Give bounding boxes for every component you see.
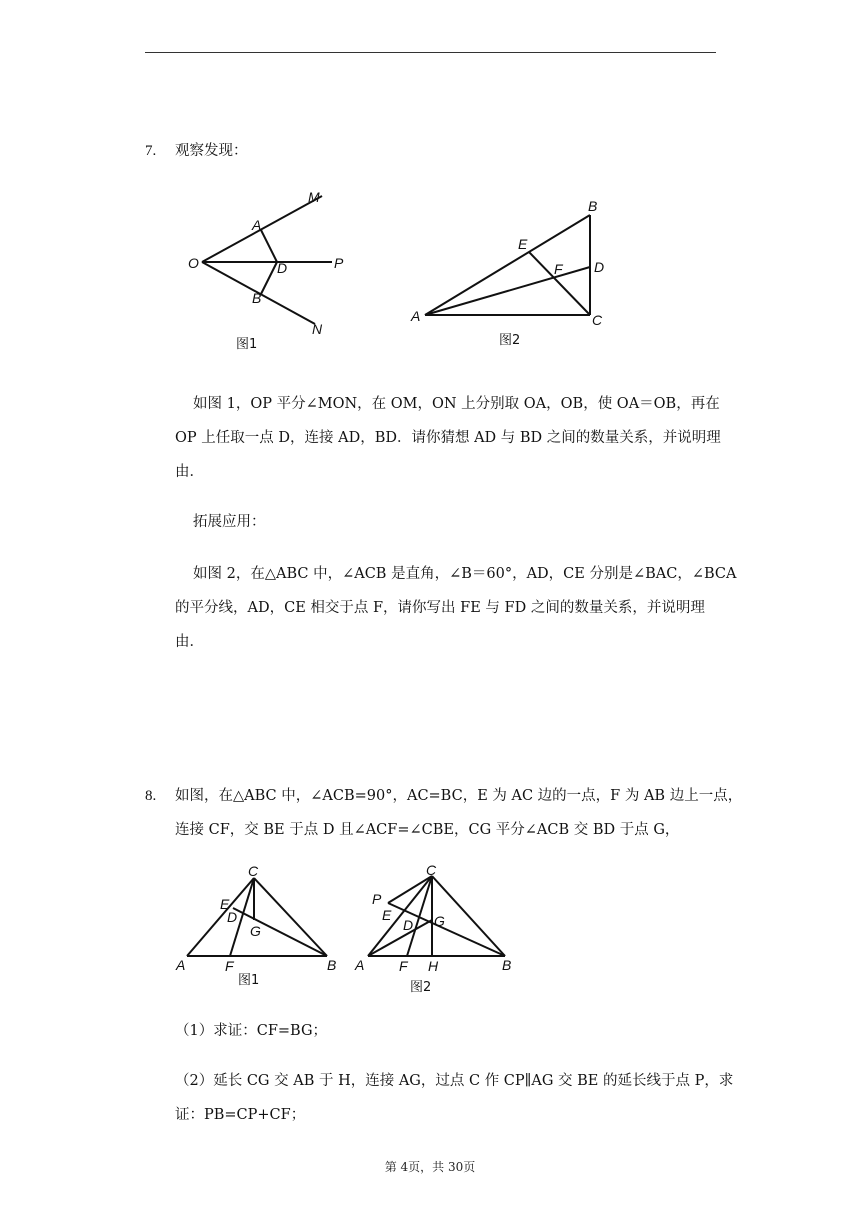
q7-paragraph-2-line-2: 的平分线，AD，CE 相交于点 F，请你写出 FE 与 FD 之间的数量关系，并说明理	[175, 600, 705, 616]
label-d: D	[403, 917, 414, 933]
segment-ac	[368, 876, 432, 956]
page-footer: 第 4页，共 30页	[384, 1160, 476, 1174]
label-m: M	[308, 189, 320, 205]
label-g: G	[434, 913, 445, 929]
label-a: A	[252, 217, 262, 233]
question-8-number: 8.	[145, 788, 157, 804]
q7-paragraph-2-line-3: 由．	[175, 634, 204, 650]
q7-subtitle: 拓展应用：	[193, 514, 266, 530]
label-a: A	[411, 308, 421, 324]
question-7-title: 观察发现：	[175, 143, 248, 159]
q8-figure-1	[170, 858, 350, 993]
label-c: C	[592, 312, 603, 328]
q8-part-2-line-1: （2）延长 CG 交 AB 于 H，连接 AG，过点 C 作 CP∥AG 交 BE 的延长线于点 P，求	[175, 1073, 734, 1089]
q7-figure-1	[180, 182, 360, 357]
figure-1-caption: 图1	[236, 337, 258, 352]
label-e: E	[220, 896, 230, 912]
label-o: O	[188, 255, 199, 271]
question-7-number: 7.	[145, 143, 157, 159]
figure-2-caption: 图2	[499, 333, 521, 348]
label-b: B	[502, 957, 512, 973]
segment-ac	[187, 878, 254, 956]
q8-line-2: 连接 CF，交 BE 于点 D 且∠ACF=∠CBE，CG 平分∠ACB 交 BD 于点 G，	[175, 822, 680, 838]
label-d: D	[277, 260, 288, 276]
q7-paragraph-2-line-1: 如图 2，在△ABC 中，∠ACB 是直角，∠B＝60°，AD，CE 分别是∠BAC，∠BCA	[193, 566, 737, 582]
label-c: C	[248, 863, 259, 879]
label-f: F	[554, 261, 563, 277]
label-p: P	[372, 891, 382, 907]
q8-part-2-line-2: 证：PB=CP+CF；	[175, 1107, 306, 1123]
header-rule	[145, 52, 716, 53]
label-g: G	[250, 923, 261, 939]
label-b: B	[252, 290, 262, 306]
q8-figure-2	[350, 858, 525, 998]
q7-paragraph-1-line-1: 如图 1，OP 平分∠MON，在 OM，ON 上分别取 OA，OB，使 OA＝OB，再在	[193, 396, 720, 412]
ray-om	[202, 196, 322, 262]
q8-part-1: （1）求证：CF=BG；	[175, 1023, 328, 1039]
q7-paragraph-1-line-2: OP 上任取一点 D，连接 AD，BD．请你猜想 AD 与 BD 之间的数量关系，并说明理	[175, 430, 721, 446]
label-c: C	[426, 862, 437, 878]
segment-ag	[368, 920, 432, 956]
label-e: E	[518, 236, 528, 252]
segment-bc	[254, 878, 327, 956]
segment-ad	[425, 267, 590, 315]
label-e: E	[382, 907, 392, 923]
label-d: D	[594, 259, 605, 275]
q7-paragraph-1-line-3: 由．	[175, 464, 204, 480]
q7-figure-2	[405, 195, 620, 355]
q8-line-1: 如图，在△ABC 中，∠ACB=90°，AC=BC，E 为 AC 边的一点，F 为 AB 边上一点，	[175, 788, 743, 804]
label-f: F	[225, 958, 234, 974]
figure-2-caption: 图2	[410, 980, 432, 995]
label-n: N	[312, 321, 323, 337]
label-p: P	[334, 255, 344, 271]
label-f: F	[399, 958, 408, 974]
label-d: D	[227, 909, 238, 925]
label-h: H	[428, 958, 439, 974]
segment-ad	[261, 230, 277, 262]
label-b: B	[327, 957, 337, 973]
label-a: A	[176, 957, 186, 973]
segment-ab	[425, 215, 590, 315]
segment-bd	[261, 262, 277, 294]
figure-1-caption: 图1	[238, 973, 260, 988]
label-a: A	[355, 957, 365, 973]
segment-be	[233, 908, 327, 956]
label-b: B	[588, 198, 598, 214]
